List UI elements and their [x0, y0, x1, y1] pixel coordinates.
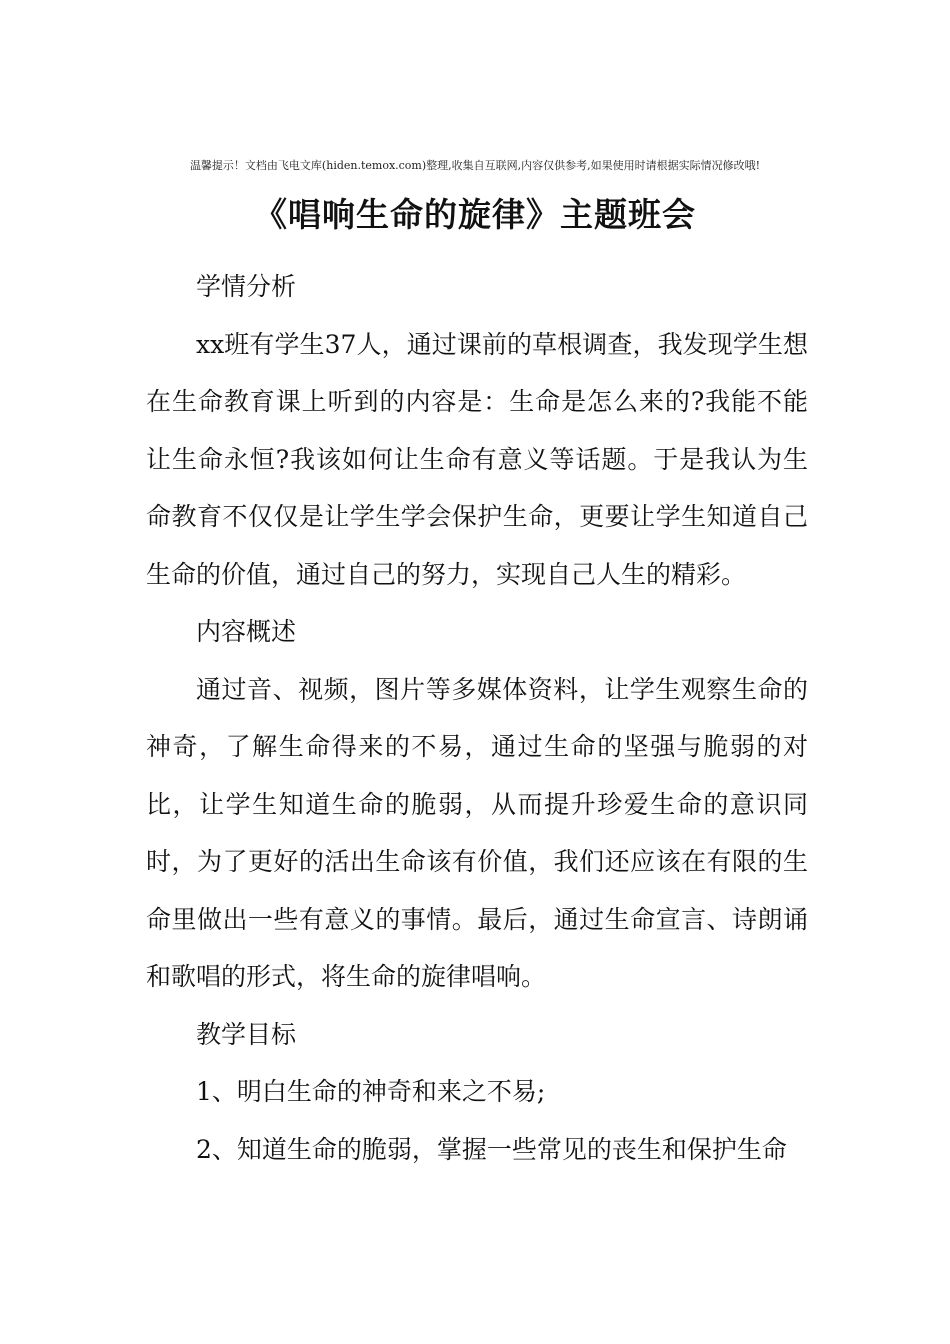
section-heading-analysis: 学情分析 — [196, 272, 297, 301]
paragraph-overview: 通过音、视频，图片等多媒体资料，让学生观察生命的神奇，了解生命得来的不易，通过生命的坚强与脆弱的对比，让学生知道生命的脆弱，从而提升珍爱生命的意识同时，为了更好的活出生命该有价值，我们还应该在有限的生命里做出一些有意义的事情。最后，通过生命宣言、诗朗诵和歌唱的形式，将生命的旋律唱响。 — [146, 674, 808, 991]
download-notice: 温馨提示！文档由飞电文库(hiden.temox.com)整理,收集自互联网,内容仅供参考,如果使用时请根据实际情况修改哦! — [189, 159, 761, 172]
section-heading-overview: 内容概述 — [196, 617, 297, 646]
section-heading-goals: 教学目标 — [196, 1019, 297, 1049]
goal-item-1: 1、明白生命的神奇和来之不易; — [196, 1077, 546, 1106]
document-body — [146, 258, 808, 1178]
goal-item-2: 2、知道生命的脆弱，掌握一些常见的丧生和保护生命 — [196, 1134, 787, 1164]
document-title: 《唱响生命的旋律》主题班会 — [254, 195, 696, 234]
paragraph-analysis: xx班有学生37人，通过课前的草根调查，我发现学生想在生命教育课上听到的内容是：生命是怎么来的?我能不能让生命永恒?我该如何让生命有意义等话题。于是我认为生命教育不仅仅是让学生学会保护生命，更要让学生知道自己生命的价值，通过自己的努力，实现自己人生的精彩。 — [146, 329, 808, 589]
